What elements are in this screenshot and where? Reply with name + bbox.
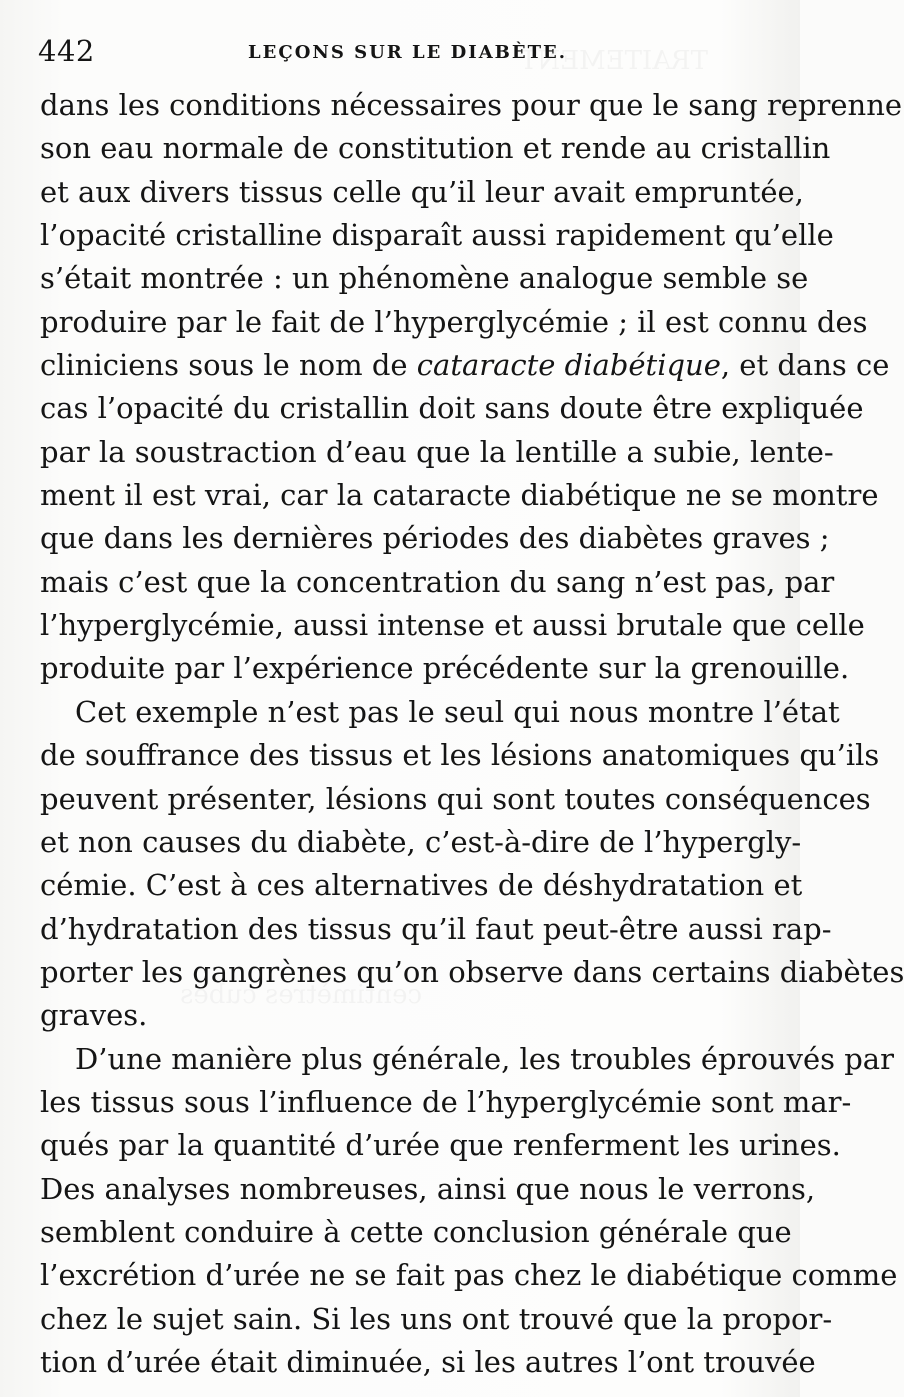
text-line: et aux divers tissus celle qu’il leur avait empruntée, [40,174,804,209]
text-line: par la soustraction d’eau que la lentille a subie, lente- [40,434,834,469]
text-line: et non causes du diabète, c’est-à-dire de l’hypergly- [40,824,802,859]
text-line: les tissus sous l’influence de l’hyperglycémie sont mar- [40,1084,852,1119]
text-line: produire par le fait de l’hyperglycémie ; il est connu des [40,304,868,339]
text-line: chez le sujet sain. Si les uns ont trouvé que la propor- [40,1301,833,1336]
page-number: 442 [38,34,95,68]
paragraph-first-line: Cet exemple n’est pas le seul qui nous montre l’état [75,694,840,729]
text-line: produite par l’expérience précédente sur la grenouille. [40,651,850,686]
paragraph-first-line: D’une manière plus générale, les troubles éprouvés par [75,1041,894,1076]
text-line-with-italic [40,344,890,387]
text-line: ment il est vrai, car la cataracte diabétique ne se montre [40,478,879,513]
text-line: tion d’urée était diminuée, si les autres l’ont trouvée [40,1344,816,1379]
text-segment: , et dans ce [720,348,890,383]
text-line: Des analyses nombreuses, ainsi que nous le verrons, [40,1171,816,1206]
text-line: s’était montrée : un phénomène analogue semble se [40,261,809,296]
page-header [38,34,760,74]
text-line: que dans les dernières périodes des diabètes graves ; [40,521,830,556]
running-title: LEÇONS SUR LE DIABÈTE. [248,42,567,63]
italic-term: cataracte diabétique [416,348,721,383]
text-segment: cliniciens sous le nom de [40,348,417,383]
text-line: qués par la quantité d’urée que renferment les urines. [40,1128,841,1163]
text-line: son eau normale de constitution et rende au cristallin [40,131,831,166]
text-line: de souffrance des tissus et les lésions anatomiques qu’ils [40,738,880,773]
text-line: l’excrétion d’urée ne se fait pas chez le diabétique comme [40,1258,898,1293]
text-line: l’opacité cristalline disparaît aussi rapidement qu’elle [40,218,834,253]
text-line: semblent conduire à cette conclusion générale que [40,1214,792,1249]
text-line: cas l’opacité du cristallin doit sans doute être expliquée [40,391,864,426]
text-line: peuvent présenter, lésions qui sont toutes conséquences [40,781,871,816]
text-line: cémie. C’est à ces alternatives de déshydratation et [40,868,803,903]
text-line: porter les gangrènes qu’on observe dans certains diabètes [40,954,904,989]
text-line: d’hydratation des tissus qu’il faut peut-être aussi rap- [40,911,832,946]
text-line: dans les conditions nécessaires pour que le sang reprenne [40,88,903,122]
paragraph-last-line: graves. [40,998,148,1033]
body-text [40,84,904,1384]
text-line: mais c’est que la concentration du sang n’est pas, par [40,564,835,599]
text-line: l’hyperglycémie, aussi intense et aussi brutale que celle [40,608,865,643]
